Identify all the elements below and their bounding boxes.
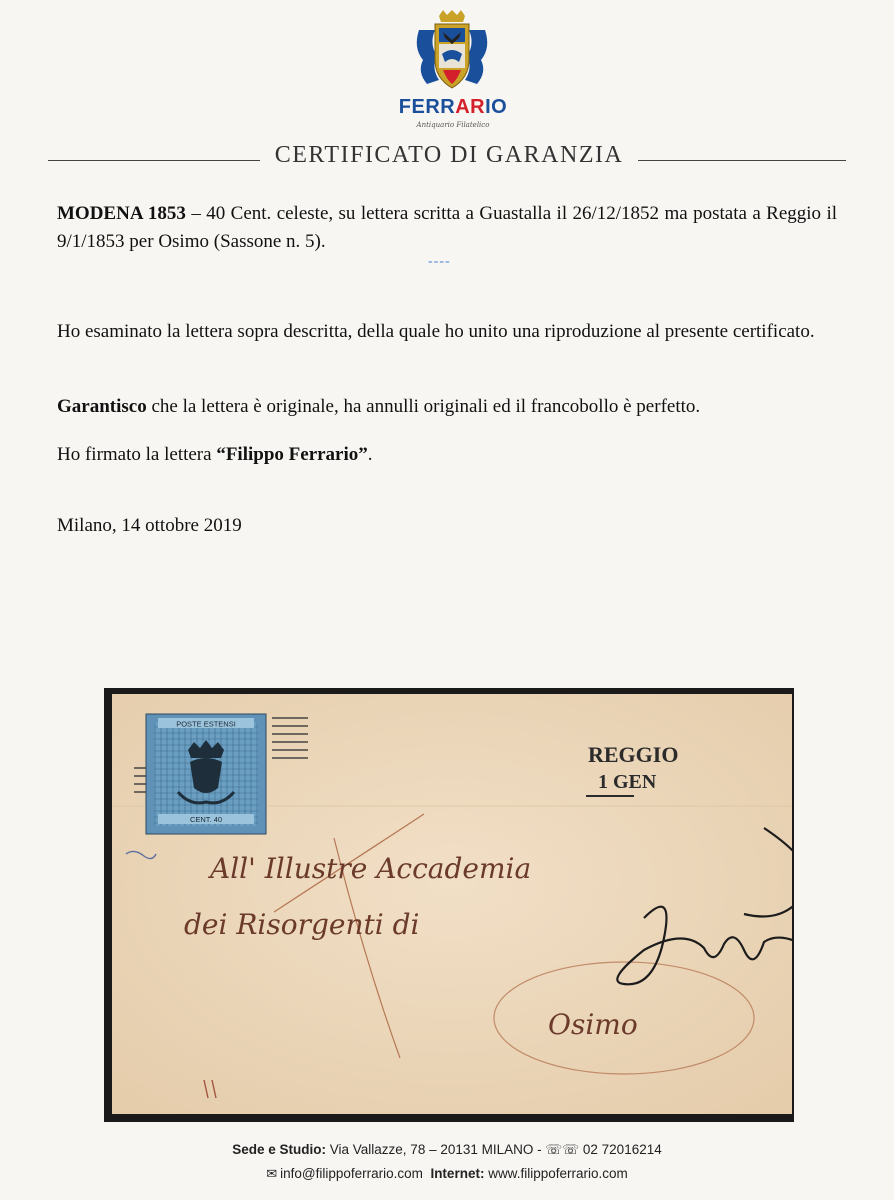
svg-text:1 GEN: 1 GEN [598,771,657,793]
stamp-top-text: POSTE ESTENSI [176,719,236,729]
email-link[interactable]: info@filippoferrario.com [280,1166,423,1181]
svg-text:REGGIO: REGGIO [588,742,679,767]
stamp-bottom-text: CENT. 40 [189,815,223,824]
examination-paragraph: Ho esaminato la lettera sopra descritta, della quale ho unito una riproduzione al presente certificato. [57,321,815,342]
envelope-icon: ✉ [266,1166,278,1181]
footer-contacts [0,1166,894,1182]
internet-label: Internet: [430,1166,485,1181]
title-divider-left [48,160,260,161]
svg-text:dei Risorgenti di: dei Risorgenti di [184,908,420,941]
title-divider-right [638,160,846,161]
svg-text:Osimo: Osimo [548,1008,638,1041]
ferrario-logo [397,10,509,130]
postage-stamp [146,714,266,834]
place-date: Milano, 14 ottobre 2019 [57,515,242,536]
separator: ---- [428,254,451,269]
svg-text:All' Illustre Accademia: All' Illustre Accademia [210,852,532,885]
website-link[interactable]: www.filippoferrario.com [484,1166,628,1181]
brand-name: FERRARIO [398,96,508,118]
letter-photo [104,688,794,1122]
footer-address: Sede e Studio: Via Vallazze, 78 – 20131 MILANO - ☏☏ 02 72016214 [232,1142,662,1157]
coat-of-arms-icon [409,10,495,92]
title-row [48,142,848,172]
guarantee-paragraph: Garantisco che la lettera è originale, ha annulli originali ed il francobollo è perfetto. [57,396,701,417]
letter-illustration [104,688,794,1122]
certificate-title: CERTIFICATO DI GARANZIA [274,142,624,168]
item-description: MODENA 1853 – 40 Cent. celeste, su lettera scritta a Guastalla il 26/12/1852 ma postata a Reggio il 9/1/1853 per Osimo (Sassone n. 5). [57,203,838,252]
signature-paragraph: Ho firmato la lettera “Filippo Ferrario”. [57,444,373,465]
brand-tagline: Antiquario Filatelico [416,121,490,129]
